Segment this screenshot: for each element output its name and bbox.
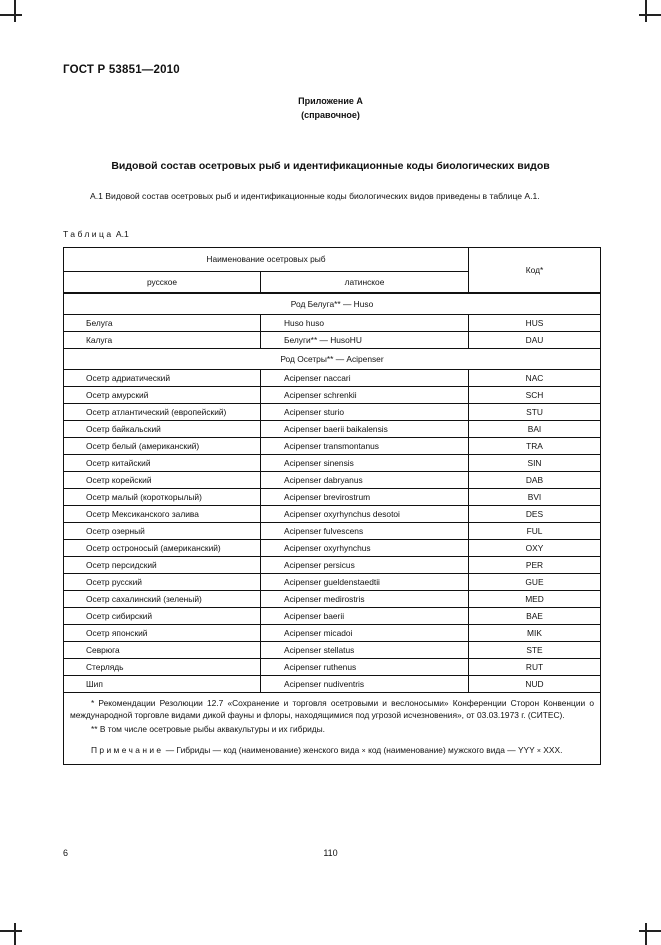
table-row: [64, 574, 601, 591]
note-text-part3: XXX.: [540, 745, 563, 755]
latin-name-cell: Acipenser gueldenstaedtii: [261, 574, 469, 591]
table-row: [64, 659, 601, 676]
table-row: [64, 540, 601, 557]
crop-mark-bottom-left-h: [0, 930, 22, 932]
russian-name-cell: Белуга: [64, 315, 261, 332]
code-cell: TRA: [469, 438, 601, 455]
russian-name-cell: Осетр остроносый (американский): [64, 540, 261, 557]
russian-name-cell: Стерлядь: [64, 659, 261, 676]
table-row: [64, 421, 601, 438]
latin-name-cell: Acipenser naccari: [261, 370, 469, 387]
russian-name-cell: Осетр китайский: [64, 455, 261, 472]
table-row: [64, 489, 601, 506]
table-caption-number: А.1: [113, 229, 129, 239]
code-cell: DAU: [469, 332, 601, 349]
cross-sign: ×: [536, 748, 541, 755]
intro-paragraph: А.1 Видовой состав осетровых рыб и идентификационные коды биологических видов приведены в таблице А.1.: [90, 191, 540, 201]
latin-name-cell: Acipenser oxyrhynchus: [261, 540, 469, 557]
russian-name-cell: Осетр адриатический: [64, 370, 261, 387]
table-note: [70, 744, 594, 758]
crop-mark-bottom-right-v: [645, 923, 647, 945]
code-cell: SCH: [469, 387, 601, 404]
footnote-1: * Рекомендации Резолюции 12.7 «Сохранение и торговля осетровыми и веслоносыми» Конференции Сторон Конвенции о международной торговле видами дикой фауны и флоры, находящимися под угрозой исчезновения», от 03.03.1973 г. (СИТЕС).: [70, 698, 594, 720]
russian-name-cell: Осетр озерный: [64, 523, 261, 540]
latin-name-cell: Acipenser persicus: [261, 557, 469, 574]
russian-name-cell: Осетр японский: [64, 625, 261, 642]
russian-name-cell: Осетр малый (короткорылый): [64, 489, 261, 506]
note-text-part2: код (наименование) мужского вида — YYY: [365, 745, 537, 755]
russian-name-cell: Осетр Мексиканского залива: [64, 506, 261, 523]
latin-name-cell: Acipenser fulvescens: [261, 523, 469, 540]
table-row: [64, 455, 601, 472]
header-code: Код*: [469, 248, 601, 294]
latin-name-cell: Acipenser stellatus: [261, 642, 469, 659]
latin-name-cell: Acipenser sturio: [261, 404, 469, 421]
code-cell: STU: [469, 404, 601, 421]
table-row: [64, 370, 601, 387]
species-table-body: [64, 248, 601, 765]
code-cell: NAC: [469, 370, 601, 387]
code-cell: HUS: [469, 315, 601, 332]
code-cell: OXY: [469, 540, 601, 557]
table-caption-label: Таблица: [63, 229, 114, 239]
latin-name-cell: Acipenser micadoi: [261, 625, 469, 642]
latin-name-cell: Acipenser baerii: [261, 608, 469, 625]
russian-name-cell: Осетр байкальский: [64, 421, 261, 438]
table-row: [64, 506, 601, 523]
code-cell: RUT: [469, 659, 601, 676]
page-number: 6: [63, 848, 69, 858]
table-row: [64, 404, 601, 421]
group-row: [64, 293, 601, 315]
russian-name-cell: Севрюга: [64, 642, 261, 659]
species-table: [63, 247, 601, 765]
latin-name-cell: Acipenser schrenkii: [261, 387, 469, 404]
table-row: [64, 438, 601, 455]
crop-mark-top-left-h: [0, 14, 22, 16]
code-cell: DAB: [469, 472, 601, 489]
latin-name-cell: Acipenser dabryanus: [261, 472, 469, 489]
table-row: [64, 608, 601, 625]
table-row: [64, 557, 601, 574]
group-title: Род Осетры** — Acipenser: [64, 349, 601, 370]
latin-name-cell: Acipenser ruthenus: [261, 659, 469, 676]
latin-name-cell: Acipenser brevirostrum: [261, 489, 469, 506]
table-row: [64, 591, 601, 608]
latin-name-cell: Белуги** — HusoHU: [261, 332, 469, 349]
group-row: [64, 349, 601, 370]
russian-name-cell: Осетр сибирский: [64, 608, 261, 625]
russian-name-cell: Шип: [64, 676, 261, 693]
annex-subtitle: (справочное): [301, 110, 360, 120]
latin-name-cell: Acipenser nudiventris: [261, 676, 469, 693]
crop-mark-top-right-v: [645, 0, 647, 22]
header-russian: русское: [64, 272, 261, 294]
code-cell: BAE: [469, 608, 601, 625]
note-label: Примечание: [91, 745, 164, 755]
header-name-group: Наименование осетровых рыб: [64, 248, 469, 272]
crop-mark-top-right-h: [639, 14, 661, 16]
annex-title: Приложение А: [298, 96, 363, 106]
table-caption: [63, 229, 129, 239]
russian-name-cell: Осетр белый (американский): [64, 438, 261, 455]
latin-name-cell: Acipenser transmontanus: [261, 438, 469, 455]
sheet-number: 110: [323, 848, 338, 858]
footnote-2: ** В том числе осетровые рыбы аквакультуры и их гибриды.: [91, 724, 326, 734]
table-row: [64, 676, 601, 693]
code-cell: MIK: [469, 625, 601, 642]
russian-name-cell: Осетр персидский: [64, 557, 261, 574]
table-row: [64, 625, 601, 642]
code-cell: MED: [469, 591, 601, 608]
russian-name-cell: Осетр сахалинский (зеленый): [64, 591, 261, 608]
table-row: [64, 642, 601, 659]
table-header-row: [64, 248, 601, 272]
code-cell: BVI: [469, 489, 601, 506]
table-row: [64, 315, 601, 332]
crop-mark-bottom-right-h: [639, 930, 661, 932]
table-row: [64, 472, 601, 489]
latin-name-cell: Acipenser oxyrhynchus desotoi: [261, 506, 469, 523]
crop-mark-bottom-left-v: [14, 923, 16, 945]
latin-name-cell: Acipenser baerii baikalensis: [261, 421, 469, 438]
latin-name-cell: Huso huso: [261, 315, 469, 332]
section-title: Видовой состав осетровых рыб и идентификационные коды биологических видов: [111, 160, 550, 172]
code-cell: FUL: [469, 523, 601, 540]
russian-name-cell: Осетр амурский: [64, 387, 261, 404]
russian-name-cell: Калуга: [64, 332, 261, 349]
table-row: [64, 523, 601, 540]
russian-name-cell: Осетр атлантический (европейский): [64, 404, 261, 421]
code-cell: PER: [469, 557, 601, 574]
table-row: [64, 387, 601, 404]
russian-name-cell: Осетр русский: [64, 574, 261, 591]
footnotes-cell: [64, 693, 601, 765]
code-cell: NUD: [469, 676, 601, 693]
russian-name-cell: Осетр корейский: [64, 472, 261, 489]
code-cell: GUE: [469, 574, 601, 591]
group-title: Род Белуга** — Huso: [64, 293, 601, 315]
cross-sign: ×: [361, 748, 366, 755]
header-latin: латинское: [261, 272, 469, 294]
note-text-part1: — Гибриды — код (наименование) женского вида: [163, 745, 362, 755]
code-cell: STE: [469, 642, 601, 659]
latin-name-cell: Acipenser sinensis: [261, 455, 469, 472]
code-cell: BAI: [469, 421, 601, 438]
code-cell: SIN: [469, 455, 601, 472]
crop-mark-top-left-v: [14, 0, 16, 22]
table-row: [64, 332, 601, 349]
footnotes-row: [64, 693, 601, 765]
standard-number: ГОСТ Р 53851—2010: [63, 64, 180, 76]
code-cell: DES: [469, 506, 601, 523]
latin-name-cell: Acipenser medirostris: [261, 591, 469, 608]
